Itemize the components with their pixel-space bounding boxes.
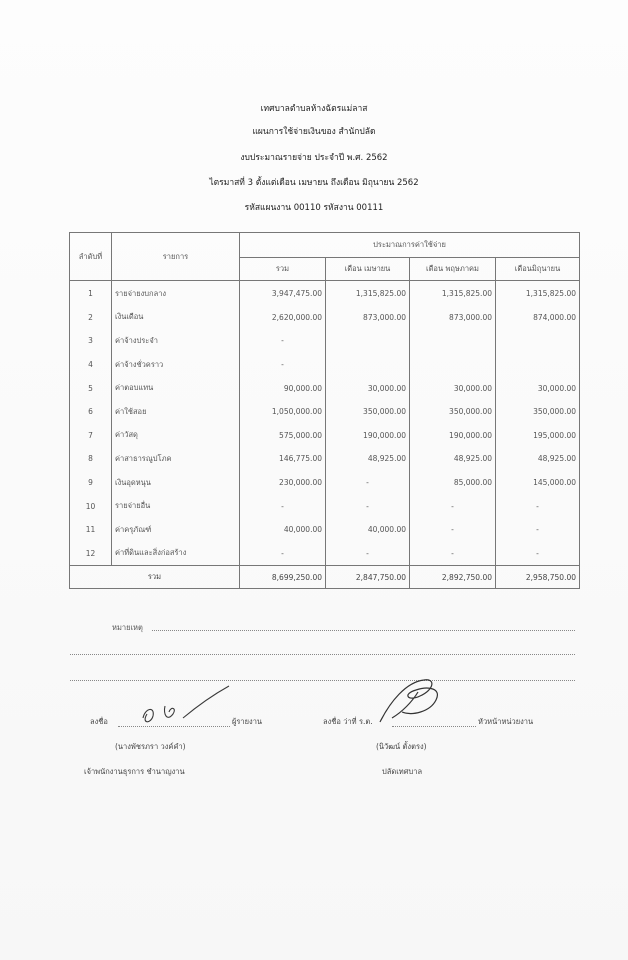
row-month3: 48,925.00 (496, 447, 580, 471)
row-month1: 48,925.00 (326, 447, 410, 471)
table-row (70, 353, 580, 377)
col-item-header: รายการ (112, 233, 240, 281)
row-month1: 30,000.00 (326, 376, 410, 400)
row-month1: - (326, 471, 410, 495)
row-no: 4 (70, 353, 112, 377)
col-total-header: รวม (240, 258, 326, 281)
row-month2 (410, 353, 496, 377)
row-total: 575,000.00 (240, 424, 326, 448)
row-month2 (410, 329, 496, 353)
row-no: 2 (70, 306, 112, 330)
row-month2: 85,000.00 (410, 471, 496, 495)
table-row (70, 471, 580, 495)
right-sign-prefix: ลงชื่อ ว่าที่ ร.ต. (323, 717, 373, 726)
row-month2: 350,000.00 (410, 400, 496, 424)
row-month3: - (496, 542, 580, 566)
row-no: 3 (70, 329, 112, 353)
row-month3 (496, 353, 580, 377)
note-label: หมายเหตุ (112, 623, 143, 632)
left-position: เจ้าพนักงานธุรการ ชำนาญงาน (84, 767, 185, 776)
row-total: 146,775.00 (240, 447, 326, 471)
col-no-header: ลำดับที่ (70, 233, 112, 281)
row-total: - (240, 542, 326, 566)
quarter-period: ไตรมาสที่ 3 ตั้งแต่เดือน เมษายน ถึงเดือน มิถุนายน 2562 (209, 178, 419, 188)
row-no: 9 (70, 471, 112, 495)
right-name: (นิวัฒน์ ตั้งตรง) (376, 742, 427, 751)
row-no: 8 (70, 447, 112, 471)
table-body (70, 281, 580, 566)
row-month3: - (496, 494, 580, 518)
sum-month1: 2,847,750.00 (326, 566, 410, 589)
right-signature-mark (372, 672, 452, 730)
left-role: ผู้รายงาน (232, 717, 263, 726)
note-dotted-line-1 (152, 630, 575, 631)
program-code: รหัสแผนงาน 00110 รหัสงาน 00111 (244, 203, 384, 213)
row-no: 6 (70, 400, 112, 424)
row-item: รายจ่ายอื่น (112, 494, 240, 518)
row-no: 5 (70, 376, 112, 400)
row-month1: 40,000.00 (326, 518, 410, 542)
row-item: เงินอุดหนุน (112, 471, 240, 495)
row-month2: - (410, 542, 496, 566)
row-month3: 350,000.00 (496, 400, 580, 424)
sum-month3: 2,958,750.00 (496, 566, 580, 589)
row-item: ค่าวัสดุ (112, 424, 240, 448)
row-month2: - (410, 518, 496, 542)
plan-title: แผนการใช้จ่ายเงินของ สำนักปลัด (252, 127, 376, 137)
row-item: ค่าตอบแทน (112, 376, 240, 400)
row-month1: - (326, 494, 410, 518)
row-item: ค่าที่ดินและสิ่งก่อสร้าง (112, 542, 240, 566)
row-month2: 30,000.00 (410, 376, 496, 400)
row-total: 2,620,000.00 (240, 306, 326, 330)
row-item: ค่าจ้างชั่วคราว (112, 353, 240, 377)
table-row (70, 329, 580, 353)
table-row (70, 542, 580, 566)
row-no: 10 (70, 494, 112, 518)
col-month2-header: เดือน พฤษภาคม (410, 258, 496, 281)
row-month3: 874,000.00 (496, 306, 580, 330)
left-name: (นางพัชรภรา วงค์คำ) (115, 742, 186, 751)
table-row (70, 400, 580, 424)
sum-month2: 2,892,750.00 (410, 566, 496, 589)
sum-row (70, 566, 580, 589)
row-no: 7 (70, 424, 112, 448)
row-month2: - (410, 494, 496, 518)
left-sign-prefix: ลงชื่อ (90, 717, 108, 726)
row-no: 12 (70, 542, 112, 566)
row-no: 1 (70, 281, 112, 306)
row-total: 90,000.00 (240, 376, 326, 400)
row-total: - (240, 329, 326, 353)
row-month3: - (496, 518, 580, 542)
row-month2: 190,000.00 (410, 424, 496, 448)
row-total: 40,000.00 (240, 518, 326, 542)
budget-year: งบประมาณรายจ่าย ประจำปี พ.ศ. 2562 (240, 153, 388, 163)
row-month1: 873,000.00 (326, 306, 410, 330)
sum-total: 8,699,250.00 (240, 566, 326, 589)
table-row (70, 281, 580, 306)
row-no: 11 (70, 518, 112, 542)
row-month1 (326, 329, 410, 353)
row-item: ค่าใช้สอย (112, 400, 240, 424)
table-row (70, 376, 580, 400)
row-month1: - (326, 542, 410, 566)
table-row (70, 518, 580, 542)
row-total: - (240, 353, 326, 377)
row-item: รายจ่ายงบกลาง (112, 281, 240, 306)
right-role: หัวหน้าหน่วยงาน (478, 717, 534, 726)
table-row (70, 494, 580, 518)
row-month3: 195,000.00 (496, 424, 580, 448)
org-name: เทศบาลตำบลห้างฉัตรแม่ลาส (260, 104, 368, 114)
col-month1-header: เดือน เมษายน (326, 258, 410, 281)
row-item: เงินเดือน (112, 306, 240, 330)
row-month2: 873,000.00 (410, 306, 496, 330)
row-total: 230,000.00 (240, 471, 326, 495)
row-month1: 350,000.00 (326, 400, 410, 424)
note-dotted-line-2 (70, 654, 575, 655)
row-month3: 145,000.00 (496, 471, 580, 495)
note-dotted-line-3 (70, 680, 575, 681)
table-row (70, 424, 580, 448)
table-row (70, 306, 580, 330)
row-month1: 1,315,825.00 (326, 281, 410, 306)
col-month3-header: เดือนมิถุนายน (496, 258, 580, 281)
sum-label: รวม (70, 566, 240, 589)
row-month3 (496, 329, 580, 353)
row-item: ค่าสาธารณูปโภค (112, 447, 240, 471)
row-total: - (240, 494, 326, 518)
col-group-header: ประมาณการค่าใช้จ่าย (240, 233, 580, 258)
row-month1: 190,000.00 (326, 424, 410, 448)
row-month3: 30,000.00 (496, 376, 580, 400)
row-item: ค่าจ้างประจำ (112, 329, 240, 353)
left-signature-mark (125, 684, 235, 734)
row-month1 (326, 353, 410, 377)
row-month2: 1,315,825.00 (410, 281, 496, 306)
row-total: 3,947,475.00 (240, 281, 326, 306)
right-position: ปลัดเทศบาล (382, 767, 423, 776)
budget-table (69, 232, 580, 589)
row-total: 1,050,000.00 (240, 400, 326, 424)
row-month3: 1,315,825.00 (496, 281, 580, 306)
row-month2: 48,925.00 (410, 447, 496, 471)
row-item: ค่าครุภัณฑ์ (112, 518, 240, 542)
table-row (70, 447, 580, 471)
